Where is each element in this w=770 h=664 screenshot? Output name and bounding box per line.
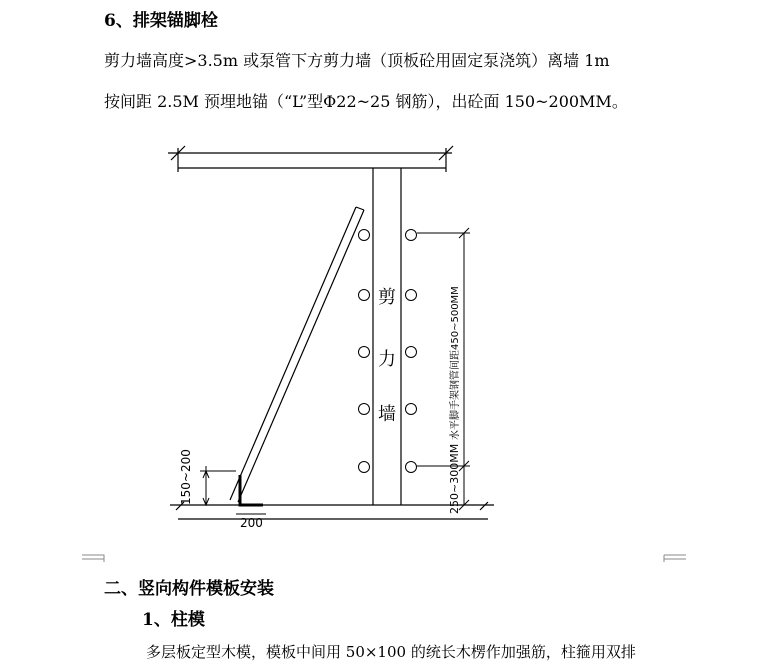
paragraph-line-2: 按间距 2.5M 预埋地锚（“L”型Φ22~25 钢筋），出砼面 150~200MM。 — [104, 92, 628, 111]
shear-wall — [373, 168, 401, 505]
wall-label-char: 剪 — [378, 287, 396, 308]
dim-right — [417, 228, 470, 510]
dim-bottom-label: 200 — [240, 516, 263, 530]
wall-label-char: 墙 — [378, 404, 396, 425]
ground-slab — [170, 502, 494, 519]
paragraph-line-1: 剪力墙高度>3.5m 或泵管下方剪力墙（顶板砼用固定泵浇筑）离墙 1m — [104, 51, 610, 70]
section-heading: 二、竖向构件模板安装 — [104, 579, 274, 599]
subsection-heading: 1、柱模 — [142, 610, 205, 630]
wall-label — [378, 287, 396, 425]
wall-label-char: 力 — [378, 349, 396, 370]
diagonal-brace — [230, 207, 364, 502]
dim-right-upper-label: 水平脚手架钢管间距450~500MM — [450, 286, 461, 440]
section-heading: 6、排架锚脚栓 — [104, 11, 218, 31]
dim-left-label: 150~200 — [179, 449, 193, 505]
margin-marker — [82, 555, 686, 562]
dim-right-lower-label: 250~300MM — [448, 443, 461, 514]
top-slab — [168, 146, 453, 172]
paragraph-line: 多层板定型木模，模板中间用 50×100 的统长木楞作加强筋，柱箍用双排 — [146, 643, 636, 661]
